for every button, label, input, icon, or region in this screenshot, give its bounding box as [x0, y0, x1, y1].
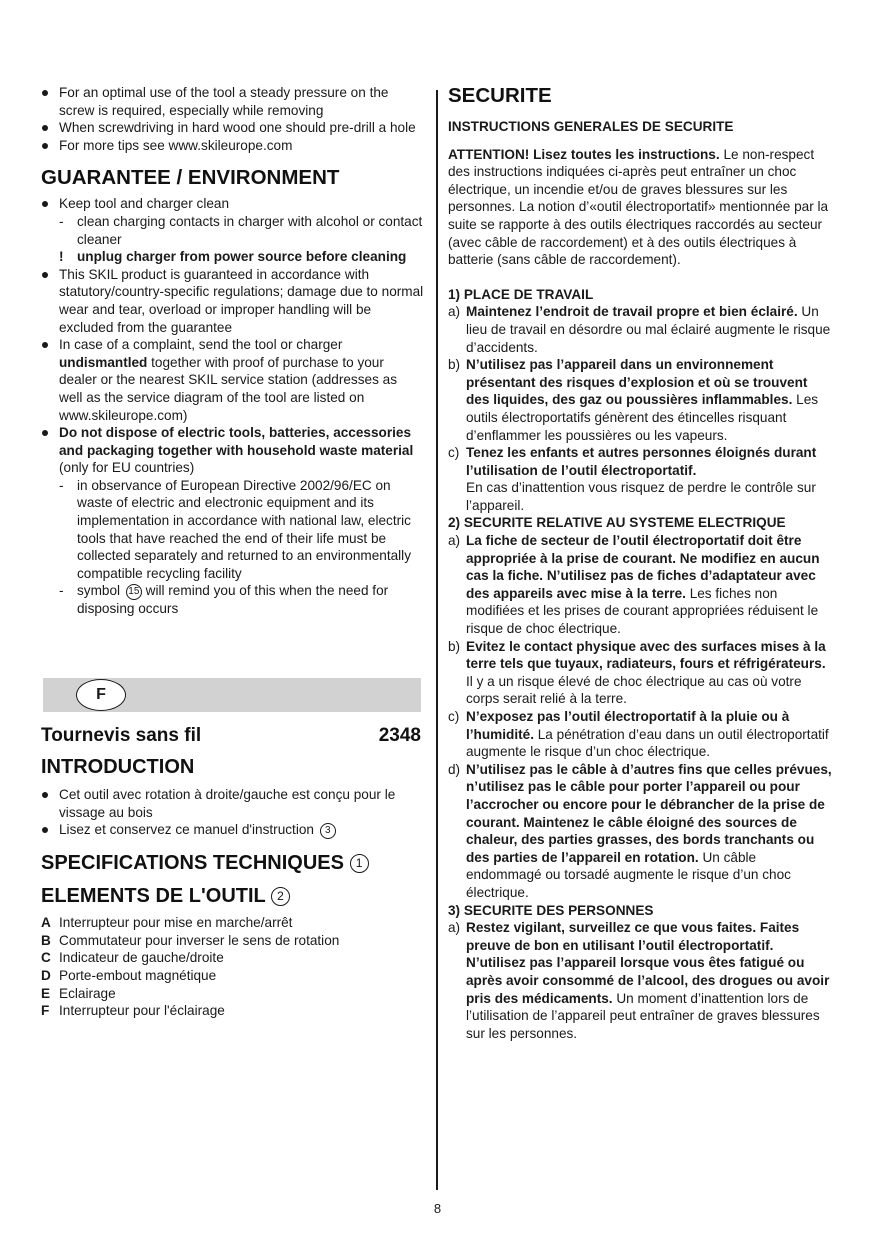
language-badge: F	[76, 679, 126, 711]
legend-text: Interrupteur pour mise en marche/arrêt	[59, 915, 293, 931]
guarantee-heading: GUARANTEE / ENVIRONMENT	[41, 166, 340, 190]
legend-text: Interrupteur pour l'éclairage	[59, 1003, 225, 1019]
item-letter: b)	[448, 357, 461, 373]
instruction-bold: Maintenez l’endroit de travail propre et bien éclairé.	[466, 304, 798, 320]
french-intro	[41, 724, 421, 1020]
symbol-number: 15	[126, 584, 142, 600]
dash-marker: -	[59, 583, 64, 599]
symbol-text-rest: will remind you of this when the need for disposing occurs	[77, 583, 389, 617]
legend-row	[41, 932, 421, 950]
language-bar	[43, 678, 421, 712]
intro-heading: INTRODUCTION	[41, 756, 195, 778]
instruction-bold: Evitez le contact physique avec des surfaces mises à la terre tels que tuyaux, radiateurs, fours et réfrigérateurs.	[466, 638, 826, 672]
attention-bold: ATTENTION! Lisez toutes les instructions.	[448, 146, 720, 162]
instruction-item	[448, 444, 834, 514]
instruction-bold: N’exposez pas l’outil électroportatif à la pluie ou à l’humidité.	[466, 709, 790, 742]
intro-item-manual	[41, 821, 421, 839]
item-letter: a)	[448, 304, 461, 320]
instruction-item	[448, 638, 834, 708]
complaint-text-rest: together with proof of purchase to your dealer or the nearest SKIL service station (addresses as well as the service diagram of the tool are listed on www.skileurope.com)	[59, 354, 398, 423]
item-letter: c)	[448, 709, 460, 724]
directive-text: in observance of European Directive 2002/96/EC on waste of electric and electronic equipment and its implementation in accordance with national law, electric tools that have reached the end of their life must be collected separately and returned to an environmentally compatible recycling facility	[77, 477, 412, 581]
elements-heading	[41, 884, 421, 908]
page-number: 8	[433, 1201, 442, 1216]
product-line	[41, 724, 421, 750]
legend-key: D	[41, 967, 51, 983]
dispose-rest: (only for EU countries)	[59, 460, 195, 476]
item-letter: b)	[448, 638, 461, 654]
general-instructions-heading: INSTRUCTIONS GENERALES DE SECURITE	[448, 119, 734, 134]
securite-heading: SECURITE	[448, 84, 552, 107]
clean-contacts-text: clean charging contacts in charger with alcohol or contact cleaner	[77, 213, 423, 247]
guarantee-item: This SKIL product is guaranteed in accordance with statutory/country-specific regulations; damage due to normal wear and tear, overload or improper handling will be excluded from the guarantee	[41, 266, 424, 336]
exclamation-marker: !	[59, 249, 64, 265]
dispose-item	[41, 424, 424, 477]
instruction-bold: Restez vigilant, surveillez ce que vous faites. Faites preuve de bon en utilisant l’outil électroportatif. N’utilisez pas l’appareil lorsque vous êtes fatigué ou après avoir consommé de l’alcool, des drogues ou avoir pris des médicaments.	[466, 920, 830, 1006]
legend-text: Porte-embout magnétique	[59, 967, 217, 983]
legend-text: Commutateur pour inverser le sens de rotation	[59, 932, 340, 948]
instruction-text: Il y a un risque élevé de choc électrique au cas où votre corps serait relié à la terre.	[466, 673, 802, 707]
figure-number: 1	[350, 854, 369, 873]
instruction-item	[448, 303, 834, 356]
section-heading: 3) SECURITE DES PERSONNES	[448, 902, 654, 918]
legend-key: A	[41, 915, 51, 931]
intro-manual-text: Lisez et conservez ce manuel d'instruction	[59, 822, 314, 838]
section-heading: 2) SECURITE RELATIVE AU SYSTEME ELECTRIQUE	[448, 515, 786, 531]
instruction-text: Les fiches non modifiées et les prises de courant appropriées réduisent le risque de choc électrique.	[466, 585, 819, 637]
symbol-item	[41, 582, 424, 618]
dash-marker: -	[59, 213, 64, 229]
instruction-bold: N’utilisez pas le câble à d’autres fins que celles prévues, n’utilisez pas le câble pour porter l’appareil ou pour l’accrocher ou encore pour le débrancher de la prise de courant. Maintenez le câble éloigné des sources de chaleur, des parties grasses, des bords tranchants ou des parties de l’appareil en rotation.	[466, 761, 832, 865]
item-letter: a)	[448, 533, 461, 549]
instruction-item	[448, 761, 834, 902]
legend-key: E	[41, 985, 51, 1001]
product-name: Tournevis sans fil	[41, 725, 202, 746]
elements-title: ELEMENTS DE L'OUTIL	[41, 885, 266, 908]
intro-item: Cet outil avec rotation à droite/gauche est conçu pour le vissage au bois	[41, 786, 421, 821]
complaint-item	[41, 336, 424, 424]
legend-row	[41, 985, 421, 1003]
instruction-bold: N’utilisez pas l’appareil dans un environnement présentant des risques d’explosion et où se trouvent des liquides, des gaz ou poussières inflammables.	[466, 357, 808, 408]
unplug-text: unplug charger from power source before cleaning	[77, 249, 407, 265]
item-letter: c)	[448, 445, 460, 461]
legend-row	[41, 1002, 421, 1020]
instruction-bold: Tenez les enfants et autres personnes éloignés durant l’utilisation de l’outil électroportatif.	[466, 445, 817, 478]
legend-key: C	[41, 950, 51, 966]
instruction-text: En cas d’inattention vous risquez de perdre le contrôle sur l’appareil.	[466, 480, 816, 513]
left-column	[41, 84, 424, 618]
column-divider	[436, 90, 438, 1190]
instruction-bold: La fiche de secteur de l’outil électroportatif doit être appropriée à la prise de courant. Ne modifiez en aucun cas la fiche. N’utilisez pas de fiches d’adaptateur avec des appareils avec mise à la terre.	[466, 533, 820, 601]
complaint-text: In case of a complaint, send the tool or charger	[59, 337, 343, 353]
legend-text: Indicateur de gauche/droite	[59, 950, 224, 966]
instruction-item	[448, 356, 834, 444]
dispose-bold: Do not dispose of electric tools, batteries, accessories and packaging together with household waste material	[59, 425, 414, 458]
figure-number: 2	[271, 887, 290, 906]
legend-key: B	[41, 932, 51, 948]
section-heading: 1) PLACE DE TRAVAIL	[448, 286, 594, 302]
instruction-text: Un câble endommagé ou torsadé augmente le risque d’un choc électrique.	[466, 849, 791, 900]
legend-row	[41, 949, 421, 967]
instruction-text: La pénétration d’eau dans un outil électroportatif augmente le risque d’un choc électrique.	[466, 726, 829, 760]
item-letter: a)	[448, 920, 461, 936]
legend-key: F	[41, 1003, 50, 1019]
tip-item: For an optimal use of the tool a steady pressure on the screw is required, especially while removing	[41, 84, 424, 119]
directive-item	[41, 477, 424, 583]
right-column	[448, 84, 834, 1042]
unplug-warning	[41, 248, 424, 266]
model-number: 2348	[378, 725, 421, 746]
tip-item: For more tips see www.skileurope.com	[41, 137, 424, 155]
figure-number: 3	[320, 823, 336, 839]
clean-contacts-item	[41, 213, 424, 248]
attention-text: Le non-respect des instructions indiquées ci-après peut entraîner un choc électrique, un incendie et/ou de graves blessures sur les personnes. La notion d’«outil électroportatif» mentionnée par la suite se rapporte à des outils électriques raccordés au secteur (avec câble de raccordement) et à des outils électriques à batterie (sans câble de raccordement).	[448, 146, 829, 268]
instruction-text: Un lieu de travail en désordre ou mal éclairé augmente le risque d’accidents.	[466, 304, 831, 355]
specifications-title: SPECIFICATIONS TECHNIQUES	[41, 852, 344, 875]
instruction-item	[448, 708, 834, 761]
legend-row	[41, 967, 421, 985]
attention-paragraph	[448, 146, 834, 269]
symbol-text: symbol	[77, 583, 121, 599]
dash-marker: -	[59, 477, 64, 493]
complaint-bold: undismantled	[59, 354, 148, 370]
legend-row	[41, 914, 421, 932]
instruction-text: Un moment d’inattention lors de l’utilisation de l’appareil peut entraîner de graves blessures sur les personnes.	[466, 990, 820, 1041]
specifications-heading	[41, 851, 421, 875]
instruction-item	[448, 919, 834, 1042]
tip-item: When screwdriving in hard wood one should pre-drill a hole	[41, 119, 424, 137]
legend-text: Eclairage	[59, 985, 116, 1001]
instruction-text: Les outils électroportatifs génèrent des étincelles risquant d’enflammer les poussières ou les vapeurs.	[466, 392, 819, 443]
elements-legend	[41, 914, 421, 1020]
item-letter: d)	[448, 761, 461, 777]
instruction-item	[448, 532, 834, 638]
keep-clean-item: Keep tool and charger clean	[41, 195, 424, 213]
